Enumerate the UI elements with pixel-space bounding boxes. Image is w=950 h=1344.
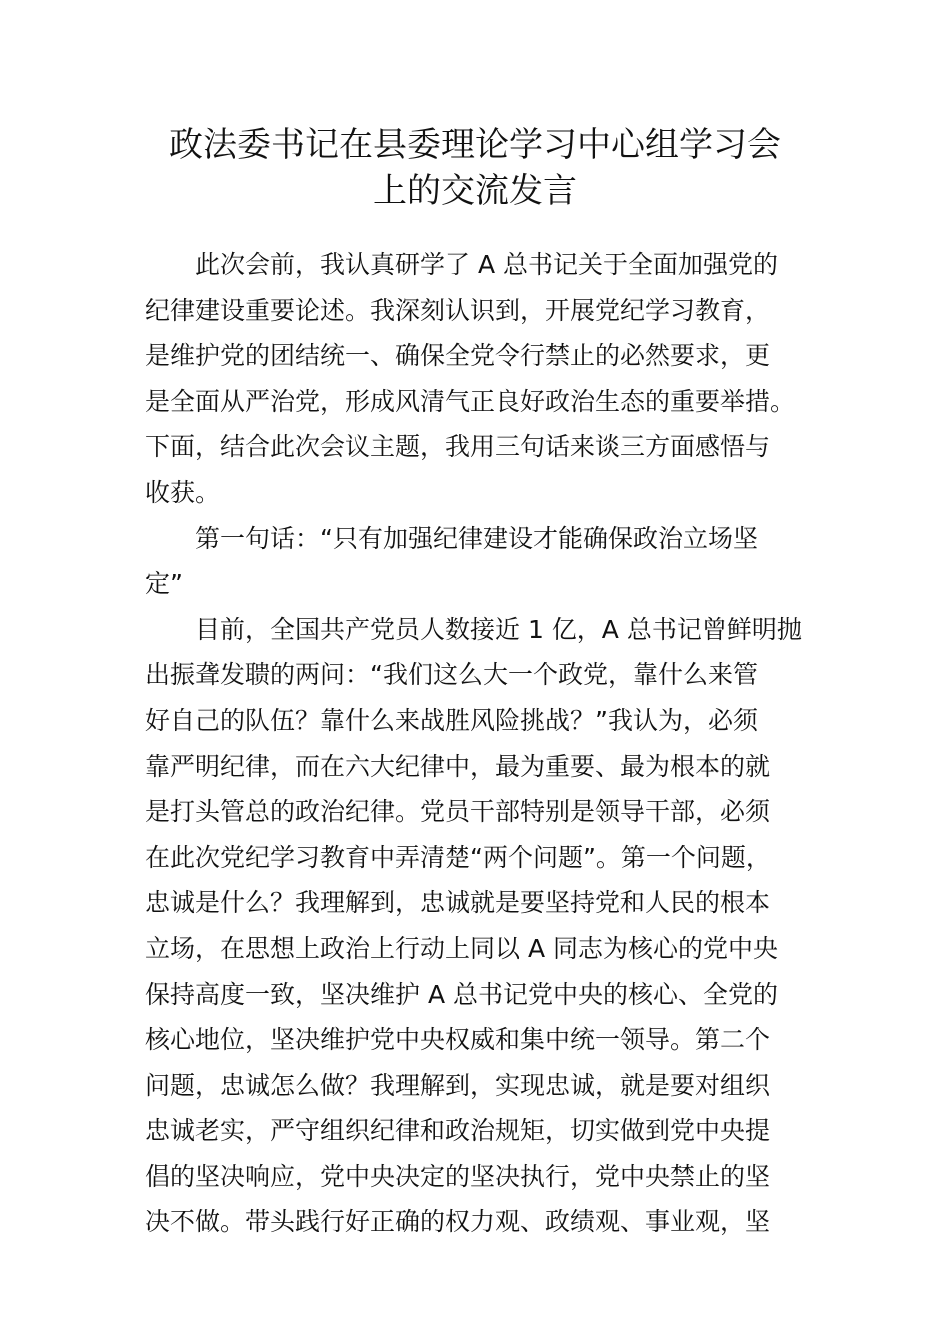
paragraph-line: 倡的坚决响应，党中央决定的坚决执行，党中央禁止的坚 <box>145 1161 771 1191</box>
title-line-2: 上的交流发言 <box>373 171 577 211</box>
document-body <box>145 242 825 1245</box>
paragraph-line: 核心地位，坚决维护党中央权威和集中统一领导。第二个 <box>145 1025 771 1055</box>
document-title <box>150 122 800 214</box>
paragraph-line: 是打头管总的政治纪律。党员干部特别是领导干部，必须 <box>145 797 771 827</box>
paragraph-line: 是全面从严治党，形成风清气正良好政治生态的重要举措。 <box>145 386 796 416</box>
paragraph-line: 是维护党的团结统一、确保全党令行禁止的必然要求，更 <box>145 341 771 371</box>
paragraph-line: 问题，忠诚怎么做？我理解到，实现忠诚，就是要对组织 <box>145 1070 771 1100</box>
paragraph-line: 第一句话：“只有加强纪律建设才能确保政治立场坚 <box>195 523 758 553</box>
paragraph-line: 靠严明纪律，而在六大纪律中，最为重要、最为根本的就 <box>145 751 771 781</box>
paragraph-line: 忠诚老实，严守组织纪律和政治规矩，切实做到党中央提 <box>145 1116 771 1146</box>
paragraph-line: 目前，全国共产党员人数接近 1 亿，A 总书记曾鲜明抛 <box>195 614 802 644</box>
paragraph-line: 在此次党纪学习教育中弄清楚“两个问题”。第一个问题， <box>145 842 771 872</box>
paragraph-line: 下面，结合此次会议主题，我用三句话来谈三方面感悟与 <box>145 432 771 462</box>
paragraph-line: 此次会前，我认真研学了 A 总书记关于全面加强党的 <box>195 250 778 279</box>
paragraph-3 <box>145 607 825 1245</box>
paragraph-line: 决不做。带头践行好正确的权力观、政绩观、事业观，坚 <box>145 1207 771 1237</box>
paragraph-1 <box>145 242 825 516</box>
paragraph-2 <box>145 516 825 607</box>
paragraph-line: 保持高度一致，坚决维护 A 总书记党中央的核心、全党的 <box>145 979 778 1009</box>
paragraph-line: 忠诚是什么？我理解到，忠诚就是要坚持党和人民的根本 <box>145 888 771 918</box>
paragraph-line: 立场，在思想上政治上行动上同以 A 同志为核心的党中央 <box>145 933 778 963</box>
paragraph-line: 纪律建设重要论述。我深刻认识到，开展党纪学习教育， <box>145 295 771 325</box>
paragraph-line: 好自己的队伍？靠什么来战胜风险挑战？”我认为，必须 <box>145 705 758 735</box>
title-line-1: 政法委书记在县委理论学习中心组学习会 <box>169 125 781 165</box>
paragraph-line: 定” <box>145 569 183 599</box>
paragraph-line: 收获。 <box>145 477 221 507</box>
paragraph-line: 出振聋发聩的两问：“我们这么大一个政党，靠什么来管 <box>145 660 758 690</box>
